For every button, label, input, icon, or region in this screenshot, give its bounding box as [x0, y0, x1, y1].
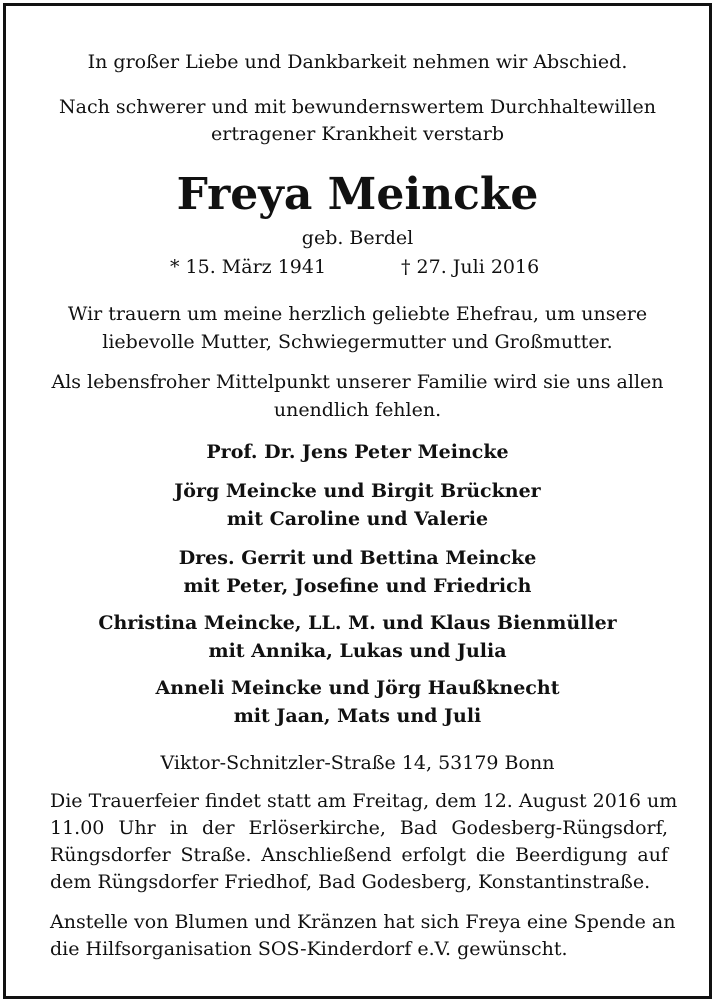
donation-line-2: die Hilfsorganisation SOS-Kinderdorf e.V. gewünscht.	[50, 938, 568, 960]
family-member: Christina Meincke, LL. M. und Klaus Bienmüller	[98, 612, 617, 634]
family-member-children: mit Annika, Lukas und Julia	[208, 640, 507, 662]
intro-line-2: Nach schwerer und mit bewundernswertem Durchhaltewillen	[59, 96, 656, 118]
life-dates	[6, 255, 709, 281]
family-member-children: mit Jaan, Mats und Juli	[233, 705, 482, 727]
intro-line-3: ertragener Krankheit verstarb	[211, 123, 504, 145]
intro-line-1: In großer Liebe und Dankbarkeit nehmen wir Abschied.	[87, 51, 628, 73]
mourning-line-3: Als lebensfroher Mittelpunkt unserer Familie wird sie uns allen	[51, 371, 664, 393]
deceased-name: Freya Meincke	[176, 169, 539, 220]
family-member: Dres. Gerrit und Bettina Meincke	[178, 547, 537, 569]
funeral-line-3: Rüngsdorfer Straße. Anschließend erfolgt die Beerdigung auf	[50, 844, 668, 866]
funeral-line-4: dem Rüngsdorfer Friedhof, Bad Godesberg, Konstantinstraße.	[50, 871, 651, 893]
family-member: Prof. Dr. Jens Peter Meincke	[206, 441, 509, 463]
family-member: Anneli Meincke und Jörg Haußknecht	[155, 677, 560, 699]
donation-line-1: Anstelle von Blumen und Kränzen hat sich Freya eine Spende an	[50, 911, 676, 933]
mourning-line-1: Wir trauern um meine herzlich geliebte Ehefrau, um unsere	[67, 303, 648, 325]
obituary-notice	[3, 3, 712, 999]
family-member-children: mit Caroline und Valerie	[226, 508, 489, 530]
death-date: † 27. Juli 2016	[401, 256, 540, 278]
funeral-info	[50, 788, 678, 896]
mourning-line-2: liebevolle Mutter, Schwiegermutter und Großmutter.	[102, 331, 613, 353]
family-address: Viktor-Schnitzler-Straße 14, 53179 Bonn	[160, 752, 555, 774]
funeral-line-2: 11.00 Uhr in der Erlöserkirche, Bad Godesberg-Rüngsdorf,	[50, 817, 668, 839]
funeral-line-1: Die Trauerfeier findet statt am Freitag, dem 12. August 2016 um	[50, 790, 678, 812]
birth-name: geb. Berdel	[301, 227, 414, 249]
mourning-line-4: unendlich fehlen.	[273, 399, 442, 421]
birth-date: * 15. März 1941	[170, 256, 327, 278]
donation-info	[50, 909, 676, 963]
family-member-children: mit Peter, Josefine und Friedrich	[183, 575, 532, 597]
family-member: Jörg Meincke und Birgit Brückner	[174, 480, 541, 502]
